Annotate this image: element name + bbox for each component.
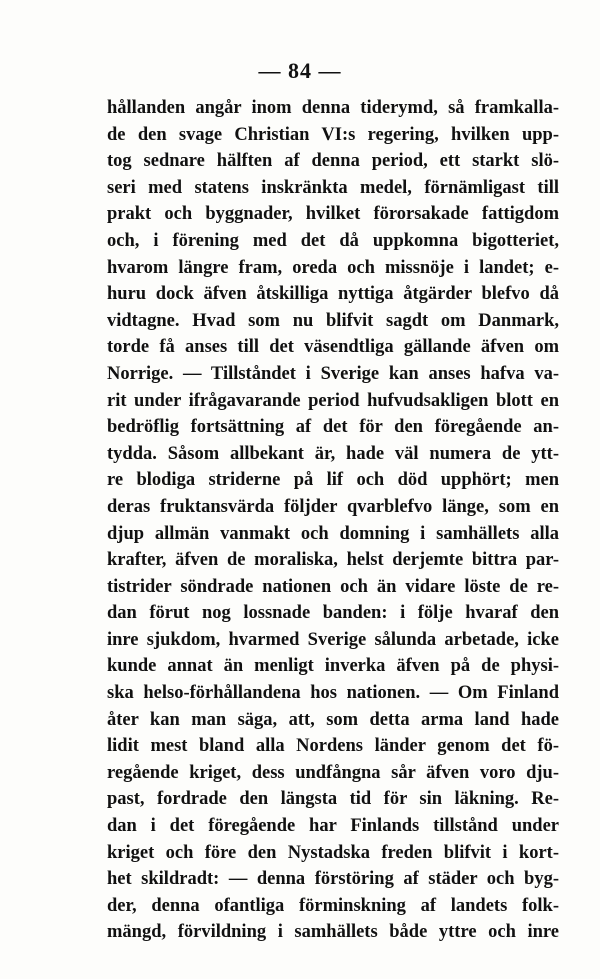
text-line: ska helso-förhållandena hos nationen. — Om Finland — [107, 683, 559, 704]
text-line: prakt och byggnader, hvilket förorsakade fattigdom — [107, 204, 559, 225]
text-line: past, fordrade den längsta tid för sin läkning. Re- — [107, 789, 559, 810]
text-line: der, denna ofantliga förminskning af landets folk- — [107, 895, 559, 916]
text-line: Norrige. — Tillståndet i Sverige kan anses hafva va- — [107, 363, 559, 384]
text-line: lidit mest bland alla Nordens länder genom det fö- — [107, 736, 559, 757]
text-line: åter kan man säga, att, som detta arma land hade — [107, 709, 559, 730]
text-line: tog sednare hälften af denna period, ett starkt slö- — [107, 151, 559, 172]
text-line: seri med statens inskränkta medel, förnämligast till — [107, 177, 559, 198]
page-number: — 84 — — [258, 58, 342, 83]
text-line: vidtagne. Hvad som nu blifvit sagdt om Danmark, — [107, 310, 559, 331]
text-line: och, i förening med det då uppkomna bigotteriet, — [107, 230, 559, 251]
text-line: het skildradt: — denna förstöring af städer och byg- — [107, 869, 559, 890]
text-line: regående kriget, dess undfångna sår äfven voro dju- — [107, 762, 559, 783]
text-line: re blodiga striderne på lif och död upphört; men — [107, 470, 559, 491]
text-line: inre sjukdom, hvarmed Sverige sålunda arbetade, icke — [107, 629, 559, 650]
body-text — [107, 95, 559, 946]
text-line: rit under ifrågavarande period hufvudsakligen blott en — [107, 390, 559, 411]
text-line: torde få anses till det väsendtliga gällande äfven om — [107, 337, 559, 358]
text-line: dan förut nog lossnade banden: i följe hvaraf den — [107, 603, 559, 624]
text-line: de den svage Christian VI:s regering, hvilken upp- — [107, 124, 559, 145]
text-line: dan i det föregående har Finlands tillstånd under — [107, 816, 559, 837]
text-line: hvarom längre fram, oreda och missnöje i landet; e- — [107, 257, 559, 278]
text-line: bedröflig fortsättning af det för den föregående an- — [107, 417, 559, 438]
text-line: mängd, förvildning i samhällets både yttre och inre — [107, 922, 559, 943]
text-line: tistrider söndrade nationen och än vidare löste de re- — [107, 576, 559, 597]
text-line: djup allmän vanmakt och domning i samhällets alla — [107, 523, 559, 544]
text-line: kunde annat än menligt inverka äfven på de physi- — [107, 656, 559, 677]
text-line: kriget och före den Nystadska freden blifvit i kort- — [107, 842, 559, 863]
text-line: hållanden angår inom denna tiderymd, så framkalla- — [107, 98, 559, 118]
text-line: deras fruktansvärda följder qvarblefvo länge, som en — [107, 496, 559, 517]
text-line: huru dock äfven åtskilliga nyttiga åtgärder blefvo då — [107, 284, 559, 305]
text-line: krafter, äfven de moraliska, helst derjemte bittra par- — [107, 550, 559, 571]
text-line: tydda. Såsom allbekant är, hade väl numera de ytt- — [107, 443, 559, 464]
